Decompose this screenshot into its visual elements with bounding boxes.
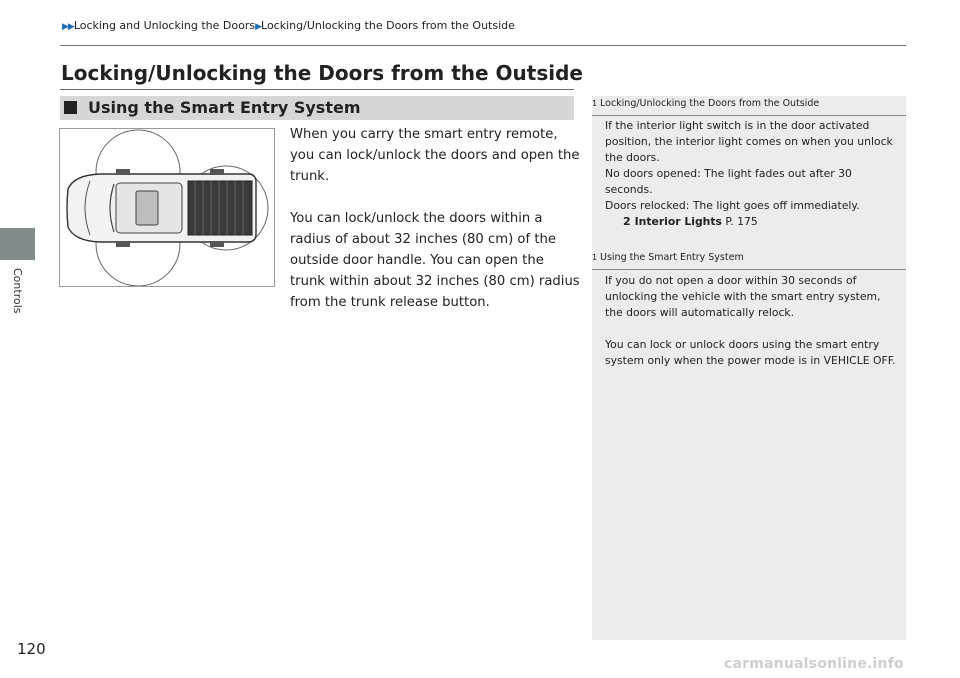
note-line: If the interior light switch is in the door activated position, the interior light comes on when you unlock the doors.	[605, 119, 893, 164]
note-header	[592, 250, 906, 270]
reference-label: Interior Lights	[634, 215, 722, 228]
note-body	[605, 273, 900, 369]
header-divider	[60, 45, 906, 46]
section-heading: Using the Smart Entry System	[88, 98, 361, 117]
note-body	[605, 118, 900, 230]
truck-body	[67, 169, 256, 247]
body-paragraph: When you carry the smart entry remote, you can lock/unlock the doors and open the trunk.	[290, 127, 580, 184]
breadcrumb-arrow-icon: ▶	[255, 22, 262, 32]
note-line: If you do not open a door within 30 seconds of unlocking the vehicle with the smart entry system, the doors will automatically relock.	[605, 274, 881, 319]
note-title: Locking/Unlocking the Doors from the Outside	[600, 98, 820, 109]
reference-page: P. 175	[725, 215, 758, 228]
vehicle-top-view-diagram	[60, 129, 274, 286]
watermark: carmanualsonline.info	[724, 656, 904, 672]
chapter-label	[9, 268, 27, 328]
breadcrumb-arrow-icon: ▶▶	[62, 22, 74, 32]
note-number: 1	[592, 99, 598, 108]
chapter-label-text: Controls	[11, 268, 24, 314]
note-line: Doors relocked: The light goes off immediately.	[605, 199, 860, 212]
page-title: Locking/Unlocking the Doors from the Outside	[61, 61, 583, 85]
title-divider	[60, 89, 574, 90]
breadcrumb	[62, 19, 515, 32]
cross-reference-link[interactable]	[605, 214, 900, 230]
body-paragraph: You can lock/unlock the doors within a radius of about 32 inches (80 cm) of the outside door handle. You can open the trunk within about 32 inches (80 cm) radius from the trunk release button.	[290, 211, 580, 310]
note-title: Using the Smart Entry System	[600, 252, 744, 263]
breadcrumb-part-1[interactable]: Locking and Unlocking the Doors	[73, 19, 256, 32]
chapter-tab	[0, 228, 35, 260]
breadcrumb-part-2[interactable]: Locking/Unlocking the Doors from the Outside	[261, 19, 515, 32]
note-spacer	[605, 321, 900, 337]
vehicle-range-illustration	[59, 128, 275, 287]
page-number: 120	[17, 640, 46, 658]
note-header	[592, 96, 906, 116]
note-number: 1	[592, 253, 598, 262]
reference-arrow-icon: 2	[623, 215, 631, 228]
section-body	[290, 124, 580, 334]
note-line: No doors opened: The light fades out after 30 seconds.	[605, 167, 852, 196]
section-header	[60, 96, 574, 120]
note-line: You can lock or unlock doors using the smart entry system only when the power mode is in VEHICLE OFF.	[605, 338, 896, 367]
section-marker-icon	[64, 101, 77, 114]
